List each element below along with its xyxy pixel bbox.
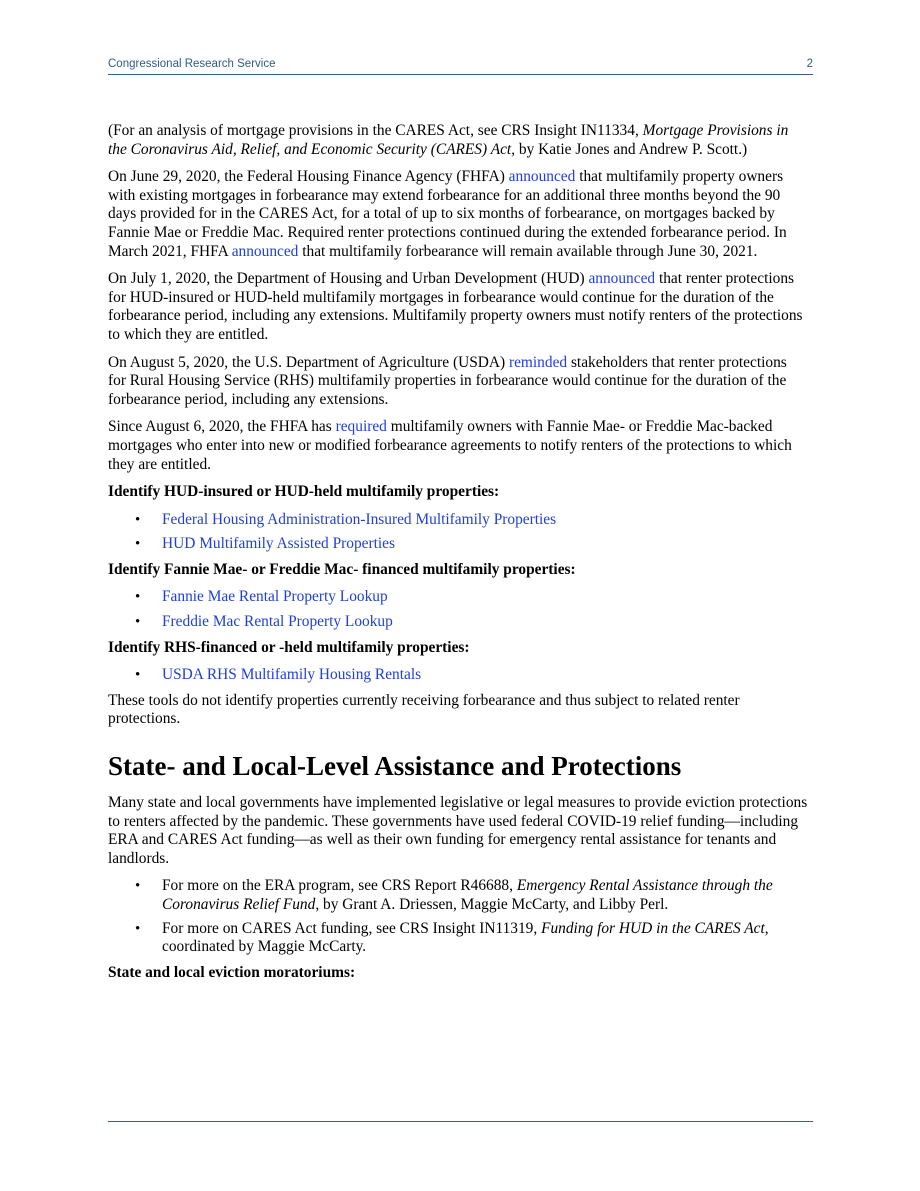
link-hud-announced[interactable]: announced — [588, 270, 656, 288]
hud-links-list — [108, 511, 808, 554]
heading-eviction-moratoriums: State and local eviction moratoriums: — [108, 963, 356, 981]
page-header — [108, 57, 813, 75]
page-number: 2 — [806, 58, 813, 70]
list-item — [162, 511, 808, 530]
link-fhfa-announced-2021[interactable]: announced — [231, 242, 299, 260]
list-item — [162, 535, 808, 554]
paragraph-fhfa-required: Since August 6, 2020, the FHFA has required multifamily owners with Fannie Mae- or Freddie Mac-backed mortgages who enter into new or modified forbearance agreements to notify renters of the protections to which they are entitled. — [108, 418, 792, 473]
gse-links-list — [108, 588, 808, 631]
list-item: • For more on CARES Act funding, see CRS Insight IN11319, Funding for HUD in the CARES Act, coordinated by Maggie McCarty. — [162, 920, 808, 957]
list-item — [162, 666, 808, 685]
report-title: Emergency Rental Assistance through the Coronavirus Relief Fund — [162, 877, 773, 913]
paragraph-state-local: Many state and local governments have implemented legislative or legal measures to provide eviction protections to renters affected by the pandemic. These governments have used federal COVID-19 relief funding—including ERA and CARES Act funding—as well as their own funding for emergency rental assistance for tenants and landlords. — [108, 794, 808, 867]
footer-rule — [108, 1121, 813, 1122]
list-item: • For more on the ERA program, see CRS Report R46688, Emergency Rental Assistance through the Coronavirus Relief Fund, by Grant A. Driessen, Maggie McCarty, and Libby Perl. — [162, 877, 808, 914]
rhs-links-list — [108, 666, 808, 685]
header-org: Congressional Research Service — [108, 58, 276, 70]
link-hud-assisted-properties[interactable]: HUD Multifamily Assisted Properties — [162, 535, 395, 553]
heading-hud-properties: Identify HUD-insured or HUD-held multifamily properties: — [108, 483, 500, 501]
document-body — [108, 122, 808, 991]
link-freddie-mac-lookup[interactable]: Freddie Mac Rental Property Lookup — [162, 613, 393, 631]
heading-rhs-properties: Identify RHS-financed or -held multifamily properties: — [108, 638, 470, 656]
heading-gse-properties: Identify Fannie Mae- or Freddie Mac- financed multifamily properties: — [108, 560, 576, 578]
link-fhfa-required[interactable]: required — [335, 418, 387, 436]
link-fhfa-announced[interactable]: announced — [508, 168, 576, 186]
link-usda-reminded[interactable]: reminded — [508, 353, 568, 371]
list-item — [162, 588, 808, 607]
link-fha-insured-properties[interactable]: Federal Housing Administration-Insured Multifamily Properties — [162, 510, 557, 528]
link-fannie-mae-lookup[interactable]: Fannie Mae Rental Property Lookup — [162, 588, 388, 606]
list-item — [162, 613, 808, 632]
paragraph-cares-analysis: (For an analysis of mortgage provisions in the CARES Act, see CRS Insight IN11334, Mortgage Provisions in the Coronavirus Aid, Relief, and Economic Security (CARES) Act, by Katie Jones and Andrew P. Scott.) — [108, 122, 789, 158]
paragraph-tools-note: These tools do not identify properties currently receiving forbearance and thus subject to related renter protections. — [108, 691, 740, 728]
crs-reports-list — [108, 877, 808, 956]
paragraph-usda: On August 5, 2020, the U.S. Department of Agriculture (USDA) reminded stakeholders that renter protections for Rural Housing Service (RHS) multifamily properties in forbearance would continue for the duration of the forbearance period, including any extensions. — [108, 353, 787, 408]
report-title: Funding for HUD in the CARES Act — [541, 919, 765, 937]
report-title: Mortgage Provisions in the Coronavirus Aid, Relief, and Economic Security (CARES) Act — [108, 122, 789, 158]
paragraph-hud: On July 1, 2020, the Department of Housing and Urban Development (HUD) announced that renter protections for HUD-insured or HUD-held multifamily mortgages in forbearance would continue for the duration of the forbearance period, including any extensions. Multifamily property owners must notify renters of the protections to which they are entitled. — [108, 270, 803, 343]
link-usda-rhs-rentals[interactable]: USDA RHS Multifamily Housing Rentals — [162, 666, 422, 684]
section-title: State- and Local-Level Assistance and Protections — [108, 751, 682, 782]
paragraph-fhfa: On June 29, 2020, the Federal Housing Finance Agency (FHFA) announced that multifamily property owners with existing mortgages in forbearance may extend forbearance for an additional three months beyond the 90 days provided for in the CARES Act, for a total of up to six months of forbearance, on mortgages backed by Fannie Mae or Freddie Mac. Required renter protections continued during the extended forbearance period. In March 2021, FHFA announced that multifamily forbearance will remain available through June 30, 2021. — [108, 168, 787, 260]
